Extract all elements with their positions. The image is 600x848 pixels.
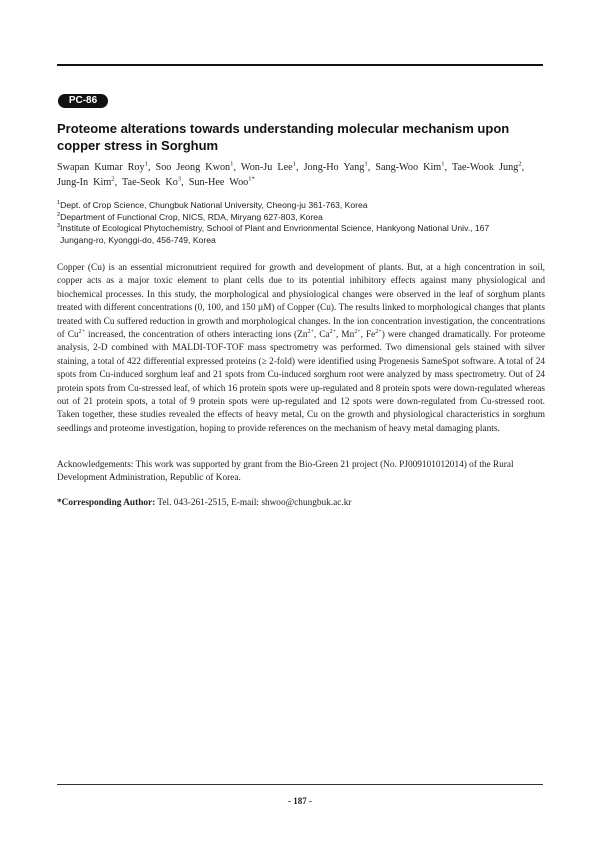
author: Jung-In Kim$^2$ [57,175,115,188]
author: Tae-Seok Ko$^3$ [122,175,182,188]
abstract-id-badge: PC-86 [58,94,108,108]
author-list: Swapan Kumar Roy$^1$, Soo Jeong Kwon$^1$, Won-Ju Lee$^1$, Jong-Ho Yang$^1$, Sang-Woo Kim$^1$, Tae-Wook Jung$^2$, Jung-In Kim$^2$, Tae-Seok Ko$^3$, Sun-Hee Woo$^{1*}$ [57,160,525,188]
corresponding-author [57,497,545,510]
author: Jong-Ho Yang$^1$ [303,160,368,173]
author: Won-Ju Lee$^1$ [240,160,296,173]
bottom-divider [57,784,543,785]
paper-title: Proteome alterations towards understanding molecular mechanism upon copper stress in Sorghum [57,121,510,153]
abstract-body: Copper (Cu) is an essential micronutrient required for growth and development of plants. But, at a high concentration in soil, copper acts as a major toxic element to plant cells due to its potential inhibitory effects against many physiological and biochemical processes. In this study, the morphological and physiological changes were observed in the leaf of sorghum plants treated with different concentrations (0, 100, and 150 µM) of Copper (Cu). The results linked to morphological changes that plants treated with Cu suffered reduction in growth and morphological changes. In the ion concentration investigation, the concentrations of $Cu^{2+}$ increased, the concentration of others interacting ions ($Zn^{2+}$, $Ca^{2+}$, $Mn^{2+}$, $Fe^{2+}$) were changed dramatically. For proteome analysis, 2-D combined with MALDI-TOF-TOF mass spectrometry was performed. Two dimensional gels stained with silver staining, a total of 422 differential expressed proteins (≥ 2-fold) were identified using Progenesis SameSpot software. A total of 24 spots from Cu-induced sorghum leaf and 21 spots from Cu-induced sorghum root were analyzed by mass spectrometry. Out of 24 protein spots from Cu-stressed leaf, of which 16 protein spots were up-regulated and 8 protein spots were down-regulated whereas out of 21 protein spots, a total of 9 protein spots were up-regulated and 12 spots were down-regulated from Cu-stressed root. Taken together, these studies revealed the effects of heavy metal, Cu on the growth and physiological characteristics in sorghum seedlings and proteome investigation, hoping to provide references on the mechanism of heavy metal damaging plants. [57,263,545,434]
acknowledgements: Acknowledgements: This work was supported by grant from the Bio-Green 21 project (No. PJ009101012014) of the Rural Development Administration, Republic of Korea. [57,460,514,484]
affiliation: $^3$Institute of Ecological Phytochemistry, School of Plant and Envrionmental Science, Hankyong National Univ., 167 [57,223,490,234]
author: Tae-Wook Jung$^2$ [451,160,522,173]
author: Soo Jeong Kwon$^1$ [155,160,234,173]
author: Swapan Kumar Roy$^1$ [57,160,148,173]
author: Sun-Hee Woo$^{1*}$ [188,175,255,188]
affiliations [57,200,547,246]
affiliation: Jungang-ro, Kyonggi-do, 456-749, Korea [60,234,216,245]
author: Sang-Woo Kim$^1$ [375,160,445,173]
corresponding-label: *Corresponding Author: [57,498,156,508]
corresponding-contact: Tel. 043-261-2515, E-mail: shwoo@chungbuk.ac.kr [155,498,352,508]
affiliation: $^2$Department of Functional Crop, NICS, RDA, Miryang 627-803, Korea [57,211,323,222]
page-number: - 187 - [288,796,312,806]
affiliation: $^1$Dept. of Crop Science, Chungbuk National University, Cheong-ju 361-763, Korea [57,200,368,210]
top-divider [57,64,543,66]
